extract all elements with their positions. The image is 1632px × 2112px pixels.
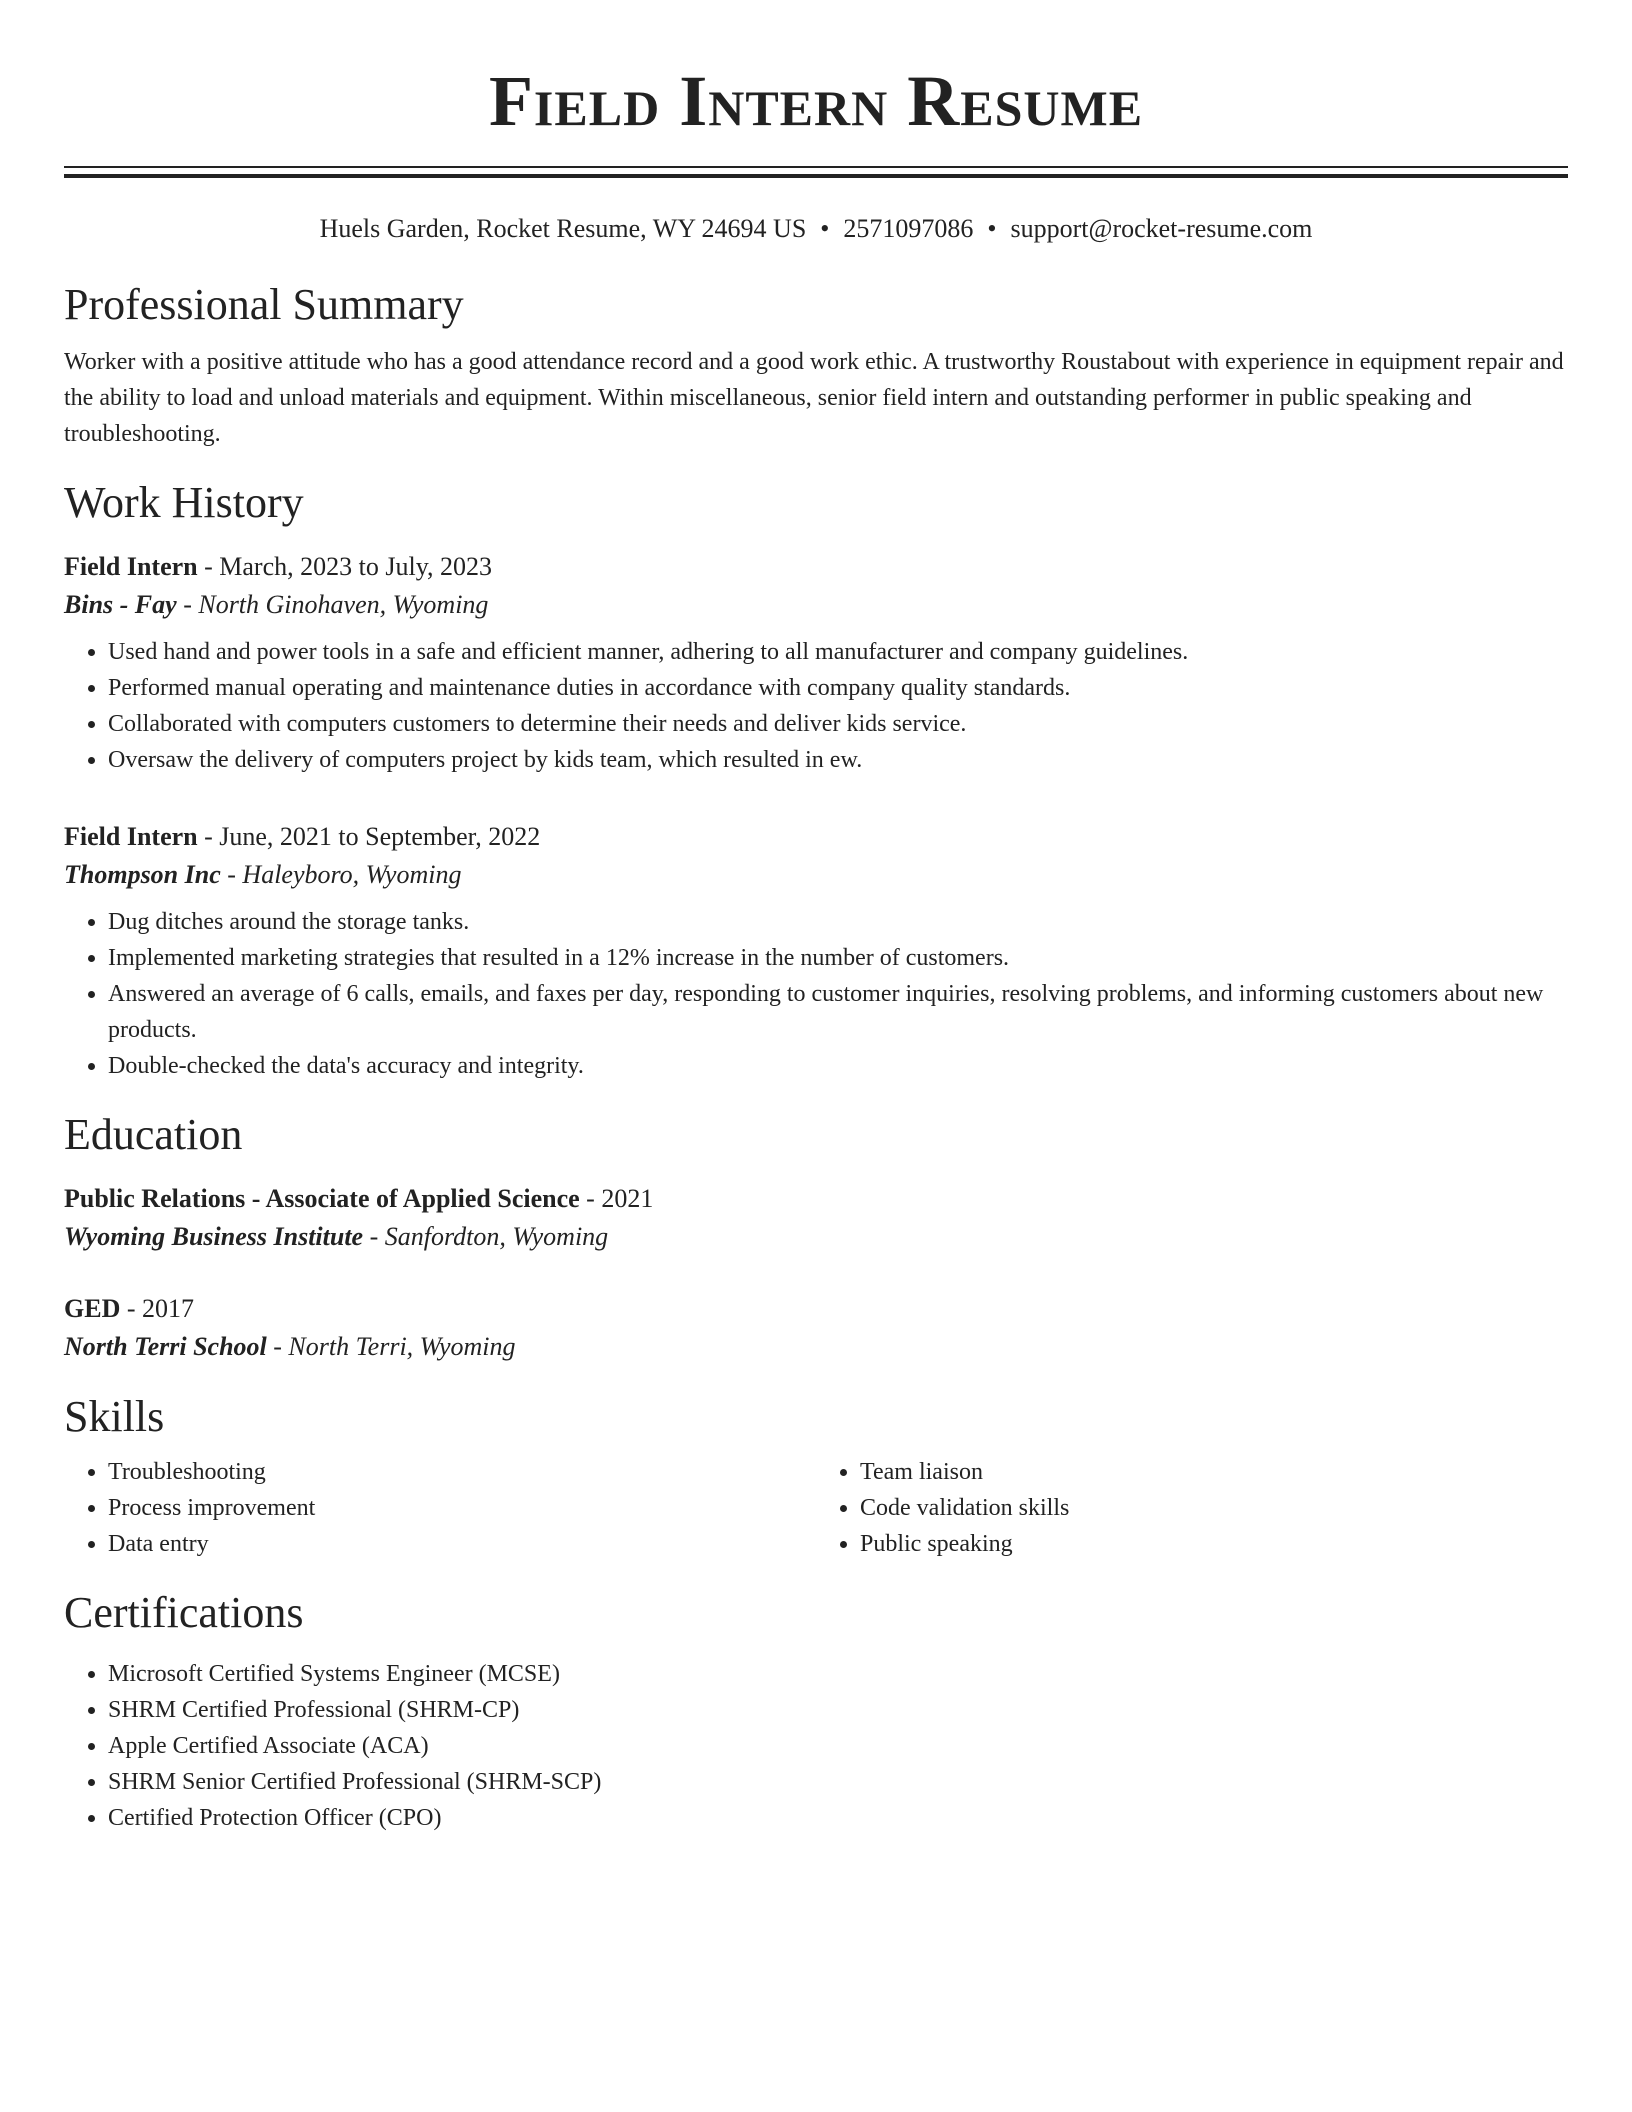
employer-line: [64, 586, 1568, 624]
school-name: Wyoming Business Institute: [64, 1222, 364, 1251]
job-bullet: • Implemented marketing strategies that resulted in a 12% increase in the number of customers.: [108, 940, 1568, 976]
employer-line: [64, 856, 1568, 894]
resume-title: Field Intern Resume: [488, 61, 1144, 141]
skill-item: • Public speaking: [860, 1526, 1568, 1562]
employer-location: - North Ginohaven, Wyoming: [176, 590, 489, 619]
degree-name: Public Relations - Associate of Applied Science: [64, 1184, 580, 1213]
school-location: - North Terri, Wyoming: [266, 1332, 516, 1361]
degree-name: GED: [64, 1294, 121, 1323]
degree-line: [64, 1290, 1568, 1328]
school-location: - Sanfordton, Wyoming: [363, 1222, 609, 1251]
skill-item: • Code validation skills: [860, 1490, 1568, 1526]
job-title: Field Intern: [64, 552, 198, 581]
contact-phone: 2571097086: [843, 214, 974, 243]
education-section: [64, 1108, 1568, 1366]
school-line: [64, 1218, 1568, 1256]
title-divider-thick: [64, 174, 1568, 178]
summary-section: [64, 278, 1568, 452]
employer-location: - Haleyboro, Wyoming: [220, 860, 462, 889]
job-title: Field Intern: [64, 822, 198, 851]
certification-item: • Microsoft Certified Systems Engineer (MCSE): [108, 1656, 1568, 1692]
summary-heading: Professional Summary: [64, 280, 464, 329]
summary-text: Worker with a positive attitude who has a good attendance record and a good work ethic. A trustworthy Roustabout with experience in equipment repair and the ability to load and unload materials and equipment. Within miscellaneous, senior field intern and outstanding performer in public speaking and troubleshooting.: [64, 349, 1564, 447]
certification-item: • SHRM Certified Professional (SHRM-CP): [108, 1692, 1568, 1728]
contact-line: [64, 212, 1568, 246]
job-bullet: • Performed manual operating and maintenance duties in accordance with company quality standards.: [108, 670, 1568, 706]
school-name: North Terri School: [64, 1332, 267, 1361]
job-bullet: • Oversaw the delivery of computers project by kids team, which resulted in ew.: [108, 742, 1568, 778]
skills-heading: Skills: [64, 1392, 165, 1441]
education-entry: [64, 1290, 1568, 1366]
contact-separator: •: [820, 214, 830, 243]
contact-separator: •: [987, 214, 997, 243]
skills-grid: [64, 1454, 1568, 1562]
job-title-line: [64, 818, 1568, 856]
skills-list-left: [64, 1454, 816, 1562]
job-bullet: • Collaborated with computers customers to determine their needs and deliver kids service.: [108, 706, 1568, 742]
work-history-heading: Work History: [64, 478, 304, 527]
work-history-section: [64, 476, 1568, 1084]
school-line: [64, 1328, 1568, 1366]
education-heading: Education: [64, 1110, 243, 1159]
job-entry: [64, 548, 1568, 778]
skill-item: • Data entry: [108, 1526, 816, 1562]
job-dates: - March, 2023 to July, 2023: [197, 552, 493, 581]
certification-item: • SHRM Senior Certified Professional (SHRM-SCP): [108, 1764, 1568, 1800]
contact-email: support@rocket-resume.com: [1010, 214, 1313, 243]
degree-year: - 2017: [120, 1294, 195, 1323]
job-title-line: [64, 548, 1568, 586]
job-bullet: • Double-checked the data's accuracy and integrity.: [108, 1048, 1568, 1084]
degree-line: [64, 1180, 1568, 1218]
job-bullet: • Used hand and power tools in a safe and efficient manner, adhering to all manufacturer and company guidelines.: [108, 634, 1568, 670]
certifications-section: [64, 1586, 1568, 1836]
certifications-list: [64, 1656, 1568, 1836]
employer-name: Bins - Fay: [64, 590, 177, 619]
job-bullets: [64, 634, 1568, 778]
certification-item: • Apple Certified Associate (ACA): [108, 1728, 1568, 1764]
job-bullet: • Dug ditches around the storage tanks.: [108, 904, 1568, 940]
contact-address: Huels Garden, Rocket Resume, WY 24694 US: [319, 214, 807, 243]
skill-item: • Team liaison: [860, 1454, 1568, 1490]
degree-year: - 2021: [579, 1184, 654, 1213]
skills-section: [64, 1390, 1568, 1562]
title-divider-thin: [64, 166, 1568, 168]
skill-item: • Troubleshooting: [108, 1454, 816, 1490]
job-bullets: [64, 904, 1568, 1084]
job-dates: - June, 2021 to September, 2022: [197, 822, 541, 851]
certification-item: • Certified Protection Officer (CPO): [108, 1800, 1568, 1836]
certifications-heading: Certifications: [64, 1588, 304, 1637]
job-entry: [64, 818, 1568, 1084]
skills-list-right: [816, 1454, 1568, 1562]
employer-name: Thompson Inc: [64, 860, 221, 889]
skill-item: • Process improvement: [108, 1490, 816, 1526]
job-bullet: • Answered an average of 6 calls, emails, and faxes per day, responding to customer inquiries, resolving problems, and informing customers about new products.: [108, 976, 1568, 1048]
education-entry: [64, 1180, 1568, 1256]
